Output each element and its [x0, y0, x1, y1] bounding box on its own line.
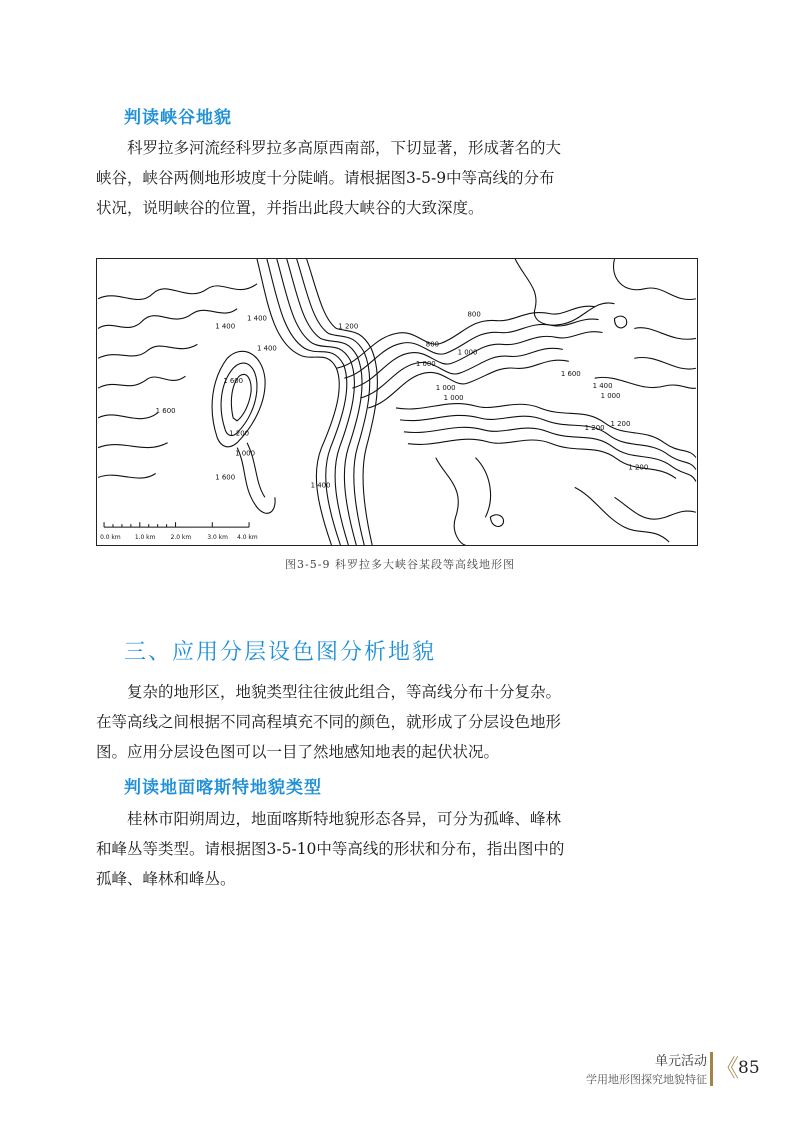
paragraph-canyon [96, 133, 596, 223]
unit-title: 单元活动 [654, 1054, 707, 1069]
contour-label: 1 200 [229, 429, 250, 438]
contour-label: 1 000 [435, 384, 456, 393]
contour-label: 1 400 [310, 481, 331, 490]
scale-bar [100, 519, 258, 543]
contour-label: 1 400 [592, 382, 613, 391]
text-line: 峡谷，峡谷两侧地形坡度十分陡峭。请根据图3-5-9中等高线的分布 [96, 169, 555, 187]
scale-label: 2.0 km [170, 534, 192, 542]
contour-label: 1 400 [256, 344, 277, 353]
text-line: 孤峰、峰林和峰丛。 [96, 870, 236, 888]
text-line: 桂林市阳朔周边，地面喀斯特地貌形态各异，可分为孤峰、峰林 [127, 810, 562, 828]
subsection-title-canyon: 判读峡谷地貌 [124, 108, 232, 128]
section-title: 三、应用分层设色图分析地貌 [124, 640, 437, 665]
contour-label: 1 000 [600, 392, 621, 401]
contour-label: 1 000 [457, 348, 478, 357]
scale-label: 1.0 km [134, 534, 156, 542]
contour-label: 800 [467, 310, 481, 319]
figure-caption: 图3-5-9 科罗拉多大峡谷某段等高线地形图 [285, 558, 515, 571]
chevron-left-icon: 《 [715, 1054, 739, 1082]
contour-map [97, 259, 697, 545]
paragraph-karst [96, 804, 596, 894]
contour-label: 1 600 [215, 473, 236, 482]
text-line: 复杂的地形区，地貌类型往往彼此组合，等高线分布十分复杂。 [127, 683, 562, 701]
text-line: 和峰丛等类型。请根据图3-5-10中等高线的形状和分布，指出图中的 [96, 840, 565, 858]
paragraph-layered-color [96, 677, 596, 767]
contour-label: 1 200 [610, 419, 631, 428]
contour-label: 1 200 [584, 423, 605, 432]
contour-label: 1 400 [215, 322, 236, 331]
text-line: 在等高线之间根据不同高程填充不同的颜色，就形成了分层设色地形 [96, 713, 562, 731]
contour-label: 1 400 [247, 314, 267, 323]
unit-subtitle: 学用地形图探究地貌特征 [586, 1073, 707, 1086]
text-line: 图。应用分层设色图可以一目了然地感知地表的起伏状况。 [96, 743, 500, 761]
text-line: 科罗拉多河流经科罗拉多高原西南部，下切显著，形成著名的大 [127, 139, 562, 157]
text-line: 状况，说明峡谷的位置，并指出此段大峡谷的大致深度。 [96, 199, 484, 217]
contour-label: 1 200 [338, 322, 359, 331]
contour-label: 1 200 [628, 463, 649, 472]
contour-label: 1 600 [155, 406, 176, 415]
scale-label: 0.0 km [100, 534, 121, 542]
contour-label: 1 000 [415, 360, 436, 369]
scale-label: 4.0 km [237, 534, 258, 542]
contour-label: 1 000 [443, 394, 464, 403]
contour-label: 1 000 [235, 449, 256, 458]
contour-map-figure [96, 258, 698, 546]
scale-label: 3.0 km [207, 534, 228, 542]
contour-label: 1 600 [560, 370, 581, 379]
subsection-title-karst: 判读地面喀斯特地貌类型 [124, 778, 322, 798]
page-number: 85 [738, 1058, 760, 1078]
contour-label: 1 600 [223, 377, 244, 386]
footer-unit-info [586, 1050, 707, 1087]
contour-label: 800 [425, 340, 440, 349]
footer-divider [710, 1052, 713, 1086]
